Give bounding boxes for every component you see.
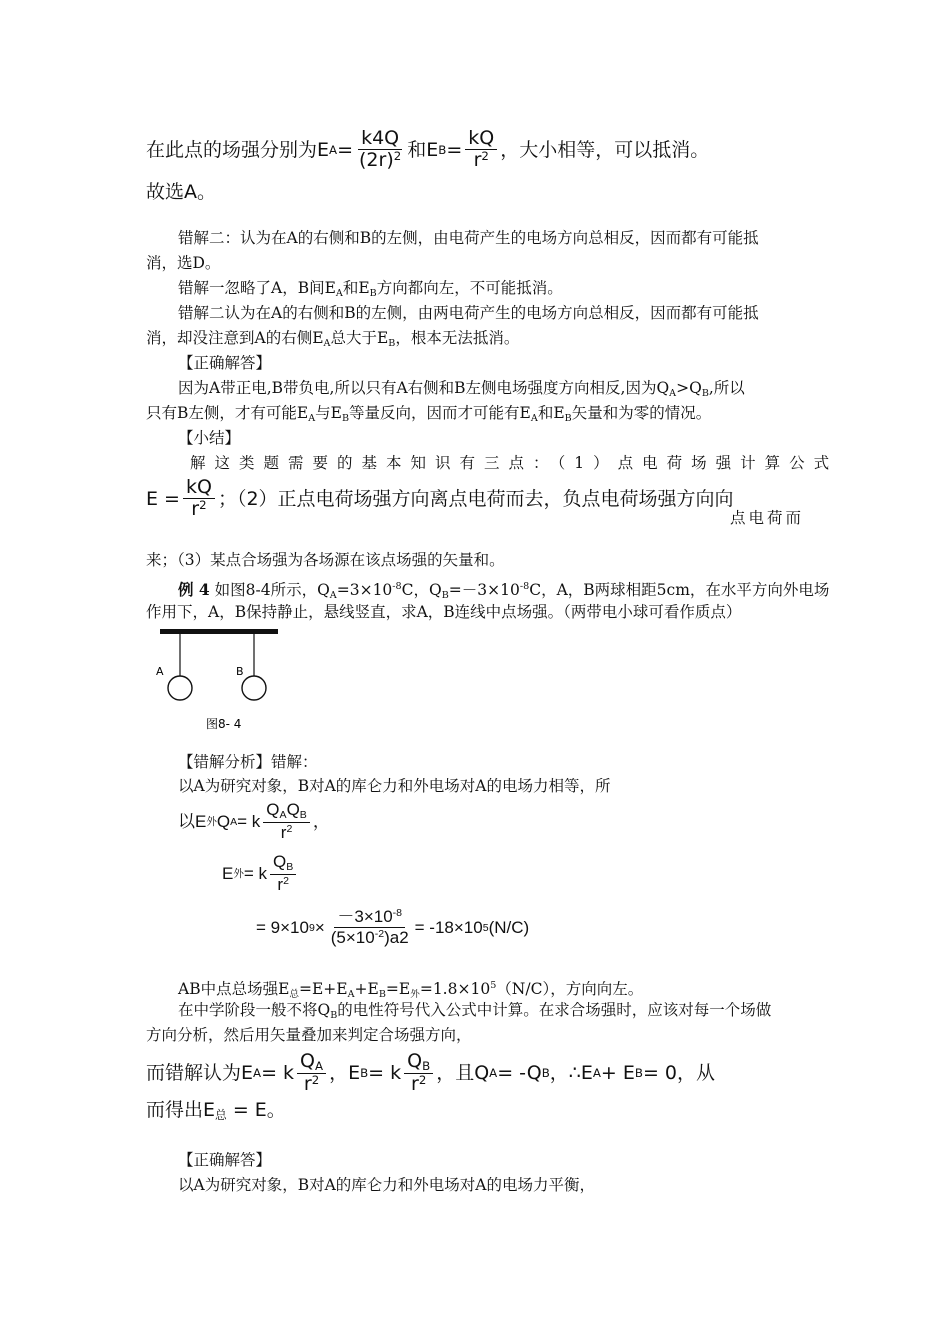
denominator [328,928,412,948]
subscript: 总 [215,1108,227,1122]
subscript: B [541,1066,550,1080]
eq-text: (5×10 [330,928,375,948]
subscript: B [634,1066,643,1080]
eq-text: 而得出E [146,1099,216,1121]
figure-caption: 图8- 4 [206,717,242,731]
text: ,所以 [708,379,745,397]
paragraph: 错解一忽略了A，B间$E_A$和$E_B$方向都向左，不可能抵消。 [178,279,563,299]
eq-text: = k [261,1062,295,1084]
subscript: A [230,816,238,828]
subscript: B [299,809,307,822]
denominator [471,150,492,172]
numerator: kQ [183,477,215,499]
paragraph: 因为A带正电,B带负电,所以只有A右侧和B左侧电场强度方向相反,因为$Q_A>Q_B$,所以 [178,379,745,399]
eq-text: r [277,875,284,895]
label-a: A [156,665,164,678]
ball-a [168,676,192,700]
formula-text: E = [146,488,180,510]
text: >Q [676,379,702,397]
text: 的电性符号代入公式中计算。在求合场强时，应该对每一个场做 [337,1001,772,1019]
answer-select-a: 故选A。 [146,181,216,203]
paragraph: 错解二：认为在A的右侧和B的左侧，由电荷产生的电场方向总相反，因而都有可能抵 [178,229,759,247]
denominator [356,150,404,172]
exponent: 2 [311,1072,320,1087]
paragraph: 以A为研究对象，B对A的库仑力和外电场对A的电场力平衡， [178,1176,595,1194]
text: 和E [342,279,370,297]
eq-text: (N/C) [488,918,530,937]
eq-text: Q [286,800,300,820]
fraction-kq [183,477,215,521]
paragraph: 解这类题需要的基本知识有三点：（1）点电荷场强计算公式 [190,454,839,472]
text: C，Q [401,581,442,599]
subscript: 总 [289,989,299,1000]
ceiling-bar [160,629,278,634]
text: 总大于E [330,329,389,347]
exponent: -2 [374,928,385,941]
denominator [274,875,292,895]
fraction [263,801,310,842]
equation-5 [146,1100,286,1125]
subscript: B [360,1066,369,1080]
equals-sign: = [337,139,353,161]
formula-text: ；（2）正点电荷场强方向离点电荷而去，负点电荷场强方向向 [217,488,734,510]
fraction [270,853,296,894]
text: 消，却没注意到A的右侧E [146,329,324,347]
paragraph: 以A为研究对象，B对A的库仑力和外电场对A的电场力相等，所 [178,777,611,795]
formula-text: 在此点的场强分别为E [146,139,330,161]
numerator [404,1051,433,1074]
text: 在中学阶段一般不将Q [178,1001,331,1019]
example-4-line: 例 4 如图8-4所示，$Q_A=3\times 10^{-8}C$，$Q_B=-3\times 10^{-8}C$，A，B两球相距5cm，在水平方向外电场 [178,580,830,601]
exponent: -8 [392,581,402,592]
subscript: A [489,1066,498,1080]
subscript: 外 [410,989,420,1000]
eq-text: 而错解认为E [146,1062,254,1084]
numerator: kQ [465,128,497,150]
text: =－3×10 [448,581,520,599]
paragraph: 只有B左侧，才有可能$E_A$与$E_B$等量反向，因而才可能有$E_A$和$E_B$矢量和为零的情况。 [146,404,712,424]
numerator [334,908,405,928]
eq-text: E [222,864,234,883]
eq-text: ， [312,812,330,831]
eq-text: 以E [178,812,207,831]
text: 如图8-4所示，Q [209,581,330,599]
text: =E+E [299,980,348,998]
equals-sign: = [446,139,463,161]
eq-text: r [280,823,287,843]
denominator [301,1074,322,1096]
text: 等量反向，因而才可能有E [349,404,531,422]
paragraph: 消，选D。 [146,254,221,272]
eq-text: Q [300,1049,316,1072]
fraction [404,1051,433,1096]
equation-2 [222,852,299,896]
paragraph: 消，却没注意到A的右侧$E_A$总大于$E_B$，根本无法抵消。 [146,329,520,349]
denominator-base: r [191,498,200,521]
subscript: A [315,1058,324,1073]
eq-text: + E [600,1062,635,1084]
denominator-base: (2r) [359,149,394,172]
equation-4 [146,1050,715,1096]
eq-text: = k [243,864,268,883]
text: 错解一忽略了A，B间E [178,279,336,297]
example-label: 例 4 [178,580,210,599]
exponent: 5 [490,980,497,991]
text: 和E [537,404,565,422]
eq-text: Q [266,800,280,820]
exponent: 2 [481,149,489,164]
text: =1.8×10 [419,980,491,998]
eq-text: )a2 [384,928,409,948]
numerator [270,853,296,875]
text: C，A，B两球相距5cm，在水平方向外电场 [529,581,830,599]
fraction [297,1051,326,1096]
denominator-base: r [473,149,482,172]
eq-text: = k [368,1062,402,1084]
exponent: 2 [393,149,402,164]
paragraph: 错解二认为在A的右侧和B的左侧，由两电荷产生的电场方向总相反，因而都有可能抵 [178,304,759,322]
ball-b [242,676,266,700]
exponent: -8 [392,907,403,920]
eq-text: × [314,918,325,937]
eq-text: ，E [329,1062,361,1084]
figure-8-4 [150,624,290,740]
exponent: -8 [519,581,530,592]
eq-text: r [411,1072,419,1095]
eq-text: = k [237,812,261,831]
eq-text: Q [216,812,231,831]
text: +E [354,980,379,998]
section-heading: 【正确解答】 [178,1151,272,1169]
label-b: B [236,665,244,678]
exponent: 2 [283,875,289,888]
text: =3×10 [336,581,393,599]
paragraph: 作用下，A，B保持静止，悬线竖直，求A，B连线中点场强。（两带电小球可看作质点） [146,603,742,621]
text: 方向都向左，不可能抵消。 [376,279,563,297]
formula-text: 和E [407,139,439,161]
text: 只有B左侧，才有可能E [146,404,309,422]
paragraph: 在中学阶段一般不将$Q_B$的电性符号代入公式中计算。在求合场强时，应该对每一个场做 [178,1001,772,1021]
subscript: A [329,143,338,157]
subscript: B [286,861,294,874]
section-heading: 【正确解答】 [178,354,272,372]
eq-text: = E。 [226,1099,286,1121]
numerator: k4Q [358,128,402,150]
section-heading: 【错解分析】错解： [178,753,318,771]
exponent: 2 [418,1072,427,1087]
exponent: 5 [482,922,489,934]
exponent: 2 [286,823,293,836]
subscript: B [422,1058,431,1073]
exponent: 9 [308,922,315,934]
eq-text: Q [407,1049,423,1072]
paragraph-continuation: 点电荷而 [730,509,805,527]
exponent: 2 [199,498,207,513]
denominator [188,499,209,521]
eq-text: ，且Q [436,1062,490,1084]
point-charge-formula-line [146,476,734,522]
section-heading: 【小结】 [178,429,241,447]
subscript: A [279,809,287,822]
text: 矢量和为零的情况。 [571,404,712,422]
equation-1 [178,800,330,844]
subscript: A [592,1066,601,1080]
denominator [408,1074,429,1096]
subscript: 外 [233,868,244,880]
paragraph: 方向分析，然后用矢量叠加来判定合场强方向， [146,1026,472,1044]
denominator [278,823,296,843]
eq-text: = 0，从 [642,1062,716,1084]
eq-text: = 9×10 [256,918,309,937]
field-strength-formula-line [146,128,709,172]
text: ，根本无法抵消。 [395,329,520,347]
subscript: 外 [206,816,217,828]
eq-text: = -18×10 [414,918,483,937]
fraction [328,908,412,947]
subscript: A [253,1066,262,1080]
text: =E [385,980,411,998]
numerator [263,801,310,823]
paragraph: AB中点总场强$E_总=E+E_A+E_B=E_外=1.8\times 10^5(N/C)$，方向向左。 [178,980,644,1000]
text: 与E [315,404,342,422]
eq-text: Q [273,852,287,872]
text: 因为A带正电,B带负电,所以只有A右侧和B左侧电场强度方向相反,因为Q [178,379,670,397]
subscript: B [438,143,447,157]
text: AB中点总场强E [178,980,290,998]
fraction-kq [465,128,497,172]
numerator [297,1051,326,1074]
formula-text: ，大小相等，可以抵消。 [500,139,710,161]
fraction-k4q [356,128,404,172]
equation-3 [256,905,529,951]
eq-text: －3×10 [337,907,393,927]
eq-text: ，∴E [549,1062,593,1084]
eq-text: r [303,1072,312,1095]
paragraph: 来；（3）某点合场强为各场源在该点场强的矢量和。 [146,551,505,569]
text: （N/C），方向向左。 [496,980,644,998]
eq-text: = -Q [497,1062,542,1084]
